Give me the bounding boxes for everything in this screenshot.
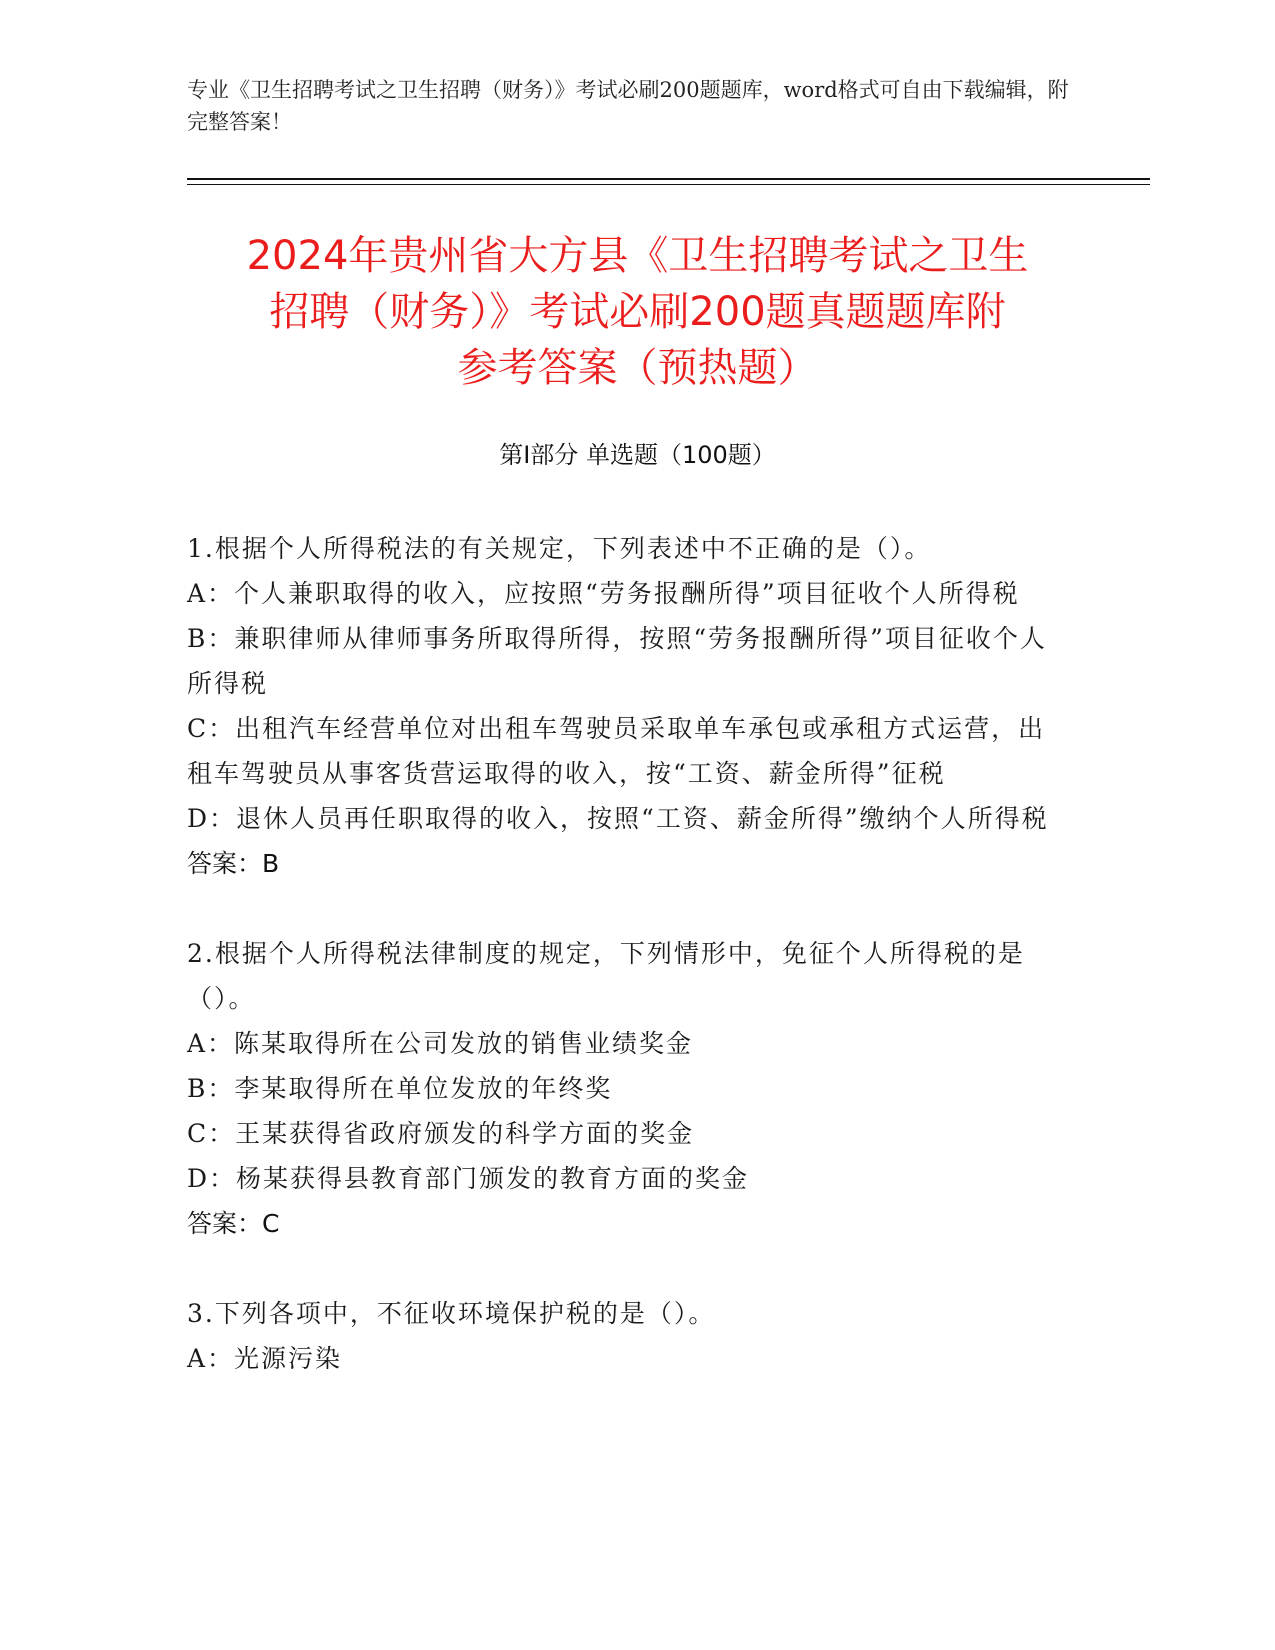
question-list [187, 526, 1067, 1381]
header-rule-thick [187, 178, 1150, 180]
title-line-3: 参考答案（预热题） [457, 345, 818, 391]
question-stem: 2.根据个人所得税法律制度的规定，下列情形中，免征个人所得税的是（）。 [187, 939, 1025, 1013]
section-title: 第Ⅰ部分 单选题（100题） [499, 441, 776, 469]
answer: 答案：C [187, 1209, 280, 1238]
option-c: C：王某获得省政府颁发的科学方面的奖金 [187, 1119, 695, 1148]
option-a: A：光源污染 [187, 1344, 343, 1373]
option-a: A：个人兼职取得的收入，应按照“劳务报酬所得”项目征收个人所得税 [187, 579, 1020, 608]
option-c: C：出租汽车经营单位对出租车驾驶员采取单车承包或承租方式运营，出租车驾驶员从事客货营运取得的收入，按“工资、薪金所得”征税 [187, 714, 1046, 788]
question-spacer [187, 1246, 1067, 1291]
question-1 [187, 526, 1067, 886]
option-a: A：陈某取得所在公司发放的销售业绩奖金 [187, 1029, 694, 1058]
option-b: B：兼职律师从律师事务所取得所得，按照“劳务报酬所得”项目征收个人所得税 [187, 624, 1047, 698]
option-b: B：李某取得所在单位发放的年终奖 [187, 1074, 613, 1103]
question-3 [187, 1291, 1067, 1381]
option-d: D：退休人员再任职取得的收入，按照“工资、薪金所得”缴纳个人所得税 [187, 804, 1049, 833]
header-note: 专业《卫生招聘考试之卫生招聘（财务）》考试必刷200题题库，word格式可自由下载编辑，附完整答案！ [187, 78, 1069, 134]
question-stem: 3.下列各项中，不征收环境保护税的是（）。 [187, 1299, 716, 1328]
header-rule-thin [187, 184, 1150, 185]
question-stem: 1.根据个人所得税法的有关规定，下列表述中不正确的是（）。 [187, 534, 932, 563]
answer: 答案：B [187, 849, 280, 878]
title-line-1: 2024年贵州省大方县《卫生招聘考试之卫生 [246, 233, 1029, 279]
title-line-2: 招聘（财务）》考试必刷200题真题题库附 [269, 289, 1006, 335]
question-spacer [187, 886, 1067, 931]
document-title [150, 228, 1125, 396]
option-d: D：杨某获得县教育部门颁发的教育方面的奖金 [187, 1164, 750, 1193]
question-2 [187, 931, 1067, 1246]
